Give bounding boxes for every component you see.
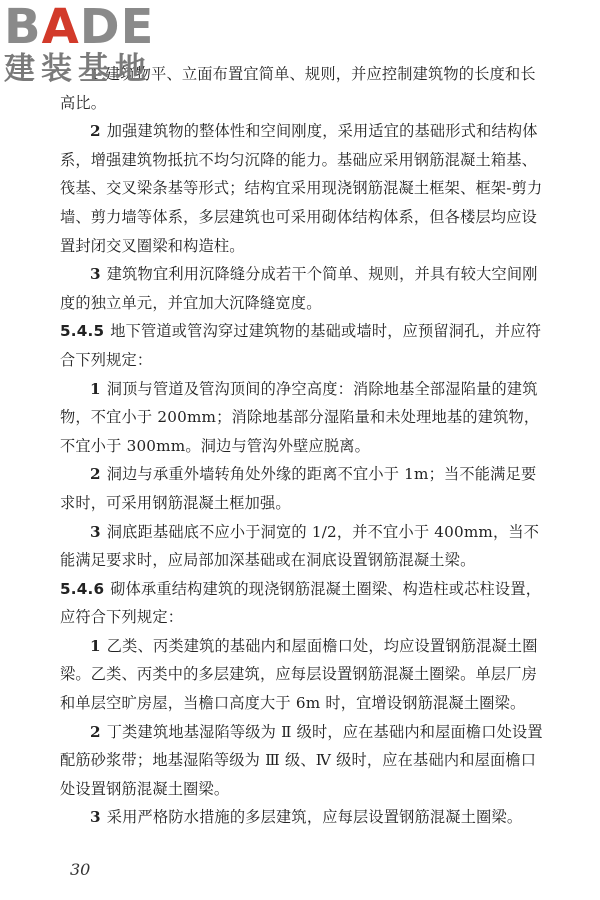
paragraph-clause-3 [60, 803, 550, 832]
section-number: 5.4.6 [60, 579, 105, 598]
paragraph-text: 洞顶与管道及管沟顶间的净空高度：消除地基全部湿陷量的建筑物，不宜小于 200mm；消除地基部分湿陷量和未处理地基的建筑物，不宜小于 300mm。洞边与管沟外壁应脱离。 [60, 379, 540, 455]
document-body [60, 60, 550, 832]
bade-logo [4, 2, 204, 88]
logo-letter-b: B [4, 0, 42, 55]
clause-number: 3 [90, 265, 101, 284]
paragraph-clause-1 [60, 632, 550, 718]
paragraph-clause-2 [60, 117, 550, 260]
clause-number: 3 [90, 522, 101, 541]
paragraph-text: 建筑物宜利用沉降缝分成若干个简单、规则，并具有较大空间刚度的独立单元，并宜加大沉降缝宽度。 [60, 265, 538, 312]
section-5-4-5 [60, 317, 550, 374]
section-text: 砌体承重结构建筑的现浇钢筋混凝土圈梁、构造柱或芯柱设置，应符合下列规定： [60, 579, 542, 627]
paragraph-text: 加强建筑物的整体性和空间刚度，采用适宜的基础形式和结构体系，增强建筑物抵抗不均匀沉降的能力。基础应采用钢筋混凝土箱基、筏基、交叉梁条基等形式；结构宜采用现浇钢筋混凝土框架、框架-剪力墙、剪力墙等体系，多层建筑也可采用砌体结构体系，但各楼层均应设置封闭交叉圈梁和构造柱。 [60, 122, 543, 255]
page-number: 30 [70, 860, 91, 879]
paragraph-text: 1 建筑物平、立面布置宜简单、规则，并应控制建筑物的长度和长高比。 [60, 65, 536, 112]
clause-number: 1 [90, 636, 101, 655]
clause-number: 3 [90, 808, 101, 827]
paragraph-text: 乙类、丙类建筑的基础内和屋面檐口处，均应设置钢筋混凝土圈梁。乙类、丙类中的多层建筑，应每层设置钢筋混凝土圈梁。单层厂房和单层空旷房屋，当檐口高度大于 6m 时，宜增设钢筋混凝土圈梁。 [60, 636, 538, 713]
paragraph-text: 丁类建筑地基湿陷等级为 Ⅱ 级时，应在基础内和屋面檐口处设置配筋砂浆带；地基湿陷等级为 Ⅲ 级、Ⅳ 级时，应在基础内和屋面檐口处设置钢筋混凝土圈梁。 [60, 722, 543, 798]
paragraph-clause-2 [60, 460, 550, 517]
logo-subtitle: 建装基地 [4, 51, 152, 87]
paragraph-clause-1 [60, 375, 550, 461]
clause-number: 1 [90, 379, 101, 398]
paragraph-text: 采用严格防水措施的多层建筑，应每层设置钢筋混凝土圈梁。 [106, 808, 523, 827]
clause-number: 2 [90, 722, 101, 741]
paragraph-clause-2 [60, 718, 550, 804]
logo-letter-a: A [41, 0, 80, 55]
paragraph-text: 洞底距基础底不应小于洞宽的 1/2，并不宜小于 400mm，当不能满足要求时，应局部加深基础或在洞底设置钢筋混凝土梁。 [60, 522, 540, 570]
section-number: 5.4.5 [60, 322, 105, 341]
paragraph-clause-3 [60, 260, 550, 317]
clause-number: 2 [90, 465, 101, 484]
section-5-4-6 [60, 575, 550, 632]
clause-number: 2 [90, 122, 101, 141]
section-text: 地下管道或管沟穿过建筑物的基础或墙时，应预留洞孔，并应符合下列规定： [60, 322, 542, 369]
paragraph-clause-3 [60, 518, 550, 575]
paragraph-text: 洞边与承重外墙转角处外缘的距离不宜小于 1m；当不能满足要求时，可采用钢筋混凝土框加强。 [60, 465, 537, 512]
logo-letters-de: DE [79, 0, 155, 55]
logo-wordmark [4, 0, 204, 55]
